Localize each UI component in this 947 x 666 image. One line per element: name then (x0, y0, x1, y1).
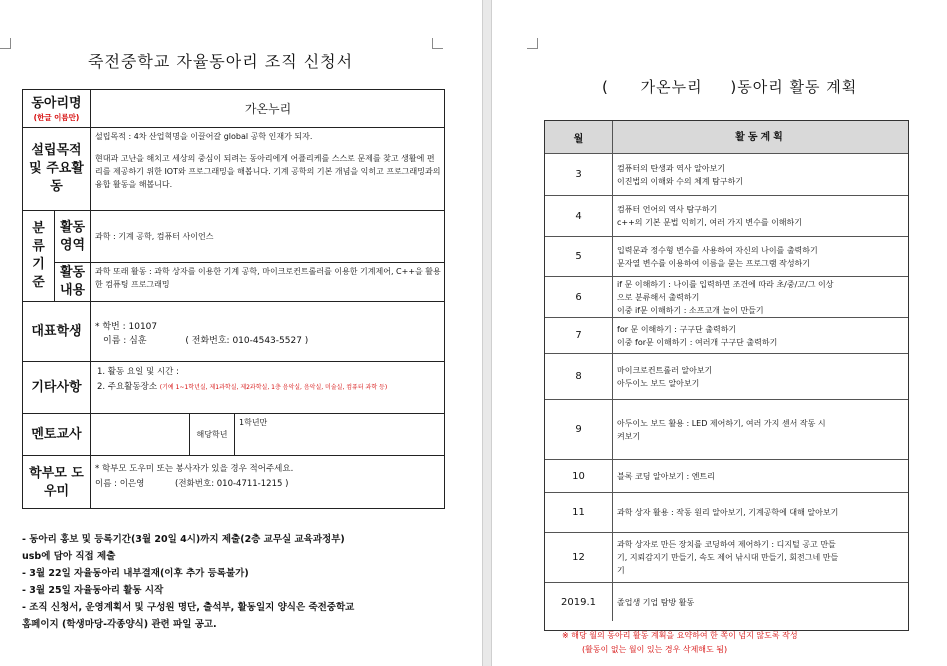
club-name-note: (한글 이름만) (33, 112, 80, 122)
plan-footnote-sub: (활동이 없는 월이 있는 경우 삭제해도 됨) (582, 645, 728, 654)
content-label: 활동 내용 (55, 263, 91, 302)
plan-row-activity-line: 과학 상자 활용 : 작동 원리 알아보기, 기계공학에 대해 알아보기 (617, 508, 839, 517)
parent-content (91, 456, 445, 509)
field-label: 활동 영역 (55, 211, 91, 263)
page-gutter (482, 0, 492, 666)
plan-row-activity-line: 이중 if문 이해하기 : 소프고개 놀이 만들기 (617, 305, 764, 315)
plan-row-activity (613, 533, 908, 582)
plan-row-activity (613, 196, 908, 236)
purpose-content (91, 128, 445, 211)
plan-row-activity (613, 237, 908, 276)
month-header: 월 (545, 121, 613, 153)
etc-place-detail: (기예 1~1학년실, 제1과학실, 제2과학실, 1층 음악실, 음악실, 미술실, 컴퓨터 과학 등) (159, 384, 388, 391)
note-line: - 동아리 홍보 및 등록기간(3월 20일 4시)까지 제출(2층 교무실 교육과정부) (22, 534, 345, 545)
plan-row-activity (613, 277, 908, 317)
plan-row-month: 6 (545, 277, 613, 317)
plan-row-activity-line: 이중 for문 이해하기 : 여러개 구구단 출력하기 (617, 337, 778, 347)
plan-row-activity-line: 졸업생 기업 탐방 활동 (617, 597, 695, 607)
purpose-text-line: 설립목적 : 4차 산업혁명을 이끌어갈 global 공학 인재가 되자. (95, 132, 313, 141)
plan-header-row (545, 121, 908, 154)
plan-row-activity-line: 아두이노 보드 활용 : LED 제어하기, 여러 가지 센서 작동 시 (617, 418, 826, 428)
plan-row-activity-line: 으로 분류해서 출력하기 (617, 292, 700, 302)
note-line: 홈페이지 (학생마당-각종양식) 관련 파일 공고. (22, 619, 217, 630)
plan-row-activity-line: if 문 이해하기 : 나이를 입력하면 조건에 따라 초/중/고/그 이상 (617, 279, 834, 289)
margin-corner-mark (0, 38, 11, 49)
content-value: 과학 또래 활동 : 과학 상자를 이용한 기계 공학, 마이크로컨트롤러를 이용한 기계제어, C++을 활용한 컴퓨팅 프로그래밍 (91, 263, 445, 302)
plan-row-month: 2019.1 (545, 583, 613, 621)
plan-row-activity-line: 기, 지뢰감지기 만들기, 속도 제어 낚시대 만들기, 회전그네 만들 (617, 553, 839, 562)
plan-row-activity-line: 입력문과 정수형 변수를 사용하여 자신의 나이를 출력하기 (617, 245, 818, 255)
plan-row (545, 400, 908, 460)
parent-line (95, 477, 441, 492)
plan-row-activity-line: 과학 상자로 만든 장치를 코딩하여 제어하기 : 디지털 공고 만들 (617, 540, 836, 549)
note-line: - 조직 신청서, 운영계획서 및 구성원 명단, 출석부, 활동일지 양식은 죽전중학교 (22, 602, 355, 613)
plan-row-month: 10 (545, 460, 613, 492)
mentor-label: 멘토교사 (23, 414, 91, 456)
plan-row (545, 354, 908, 400)
plan-row-activity (613, 400, 908, 459)
parent-label: 학부모 도우미 (23, 456, 91, 509)
plan-row-activity (613, 318, 908, 353)
plan-row-activity (613, 154, 908, 195)
plan-title-rest: )동아리 활동 계획 (730, 78, 858, 96)
rep-name-line (95, 334, 441, 348)
rep-label: 대표학생 (23, 302, 91, 362)
document-title: 죽전중학교 자율동아리 조직 신청서 (88, 52, 354, 71)
plan-row (545, 237, 908, 277)
plan-row-activity-line: 켜보기 (617, 431, 641, 441)
rep-content (91, 302, 445, 362)
plan-row-activity-line: 컴퓨터 언어의 역사 탐구하기 (617, 205, 718, 214)
plan-row-activity-line: 블록 코딩 알아보기 : 엔트리 (617, 471, 715, 481)
plan-row-month: 7 (545, 318, 613, 353)
etc-place-line (97, 380, 441, 395)
etc-label: 기타사항 (23, 362, 91, 414)
margin-corner-mark (432, 38, 443, 49)
field-value: 과학 : 기계 공학, 컴퓨터 사이언스 (91, 211, 445, 263)
plan-row-month: 12 (545, 533, 613, 582)
mentor-value (91, 414, 190, 456)
parent-name: 이름 : 이은영 (95, 479, 145, 489)
plan-row-activity-line: 이진법의 이해와 수의 체계 탐구하기 (617, 176, 744, 186)
note-line: - 3월 25일 자율동아리 활동 시작 (22, 585, 164, 596)
activity-header: 활동계획 (735, 131, 786, 143)
plan-row-month: 4 (545, 196, 613, 236)
plan-row-activity (613, 460, 908, 492)
club-name-label: 동아리명 (31, 95, 82, 111)
club-name-value: 가온누리 (91, 90, 445, 128)
plan-footnote: ※ 해당 월의 동아리 활동 계획을 요약하여 한 쪽이 넘지 않도록 작성 (562, 631, 798, 640)
category-label: 분류 기준 (23, 211, 55, 302)
plan-row-activity-line: 아두이노 보드 알아보기 (617, 378, 700, 388)
plan-title-club: 가온누리 (640, 78, 703, 96)
plan-row (545, 277, 908, 318)
plan-title-open: ( (602, 78, 609, 96)
parent-note: * 학부모 도우미 또는 봉사자가 있을 경우 적어주세요. (95, 464, 294, 474)
activity-plan-table (544, 120, 909, 631)
plan-row (545, 460, 908, 493)
plan-row (545, 154, 908, 196)
rep-phone: ( 전화번호: 010-4543-5527 ) (185, 336, 309, 346)
rep-student-id: * 학번 : 10107 (95, 322, 158, 332)
plan-row-activity (613, 583, 908, 621)
plan-row (545, 318, 908, 354)
rep-name: 이름 : 심훈 (103, 336, 147, 346)
mentor-grade-value: 1학년만 (235, 414, 445, 456)
etc-time: 1. 활동 요일 및 시간 : (97, 367, 179, 377)
purpose-label: 설립목적 및 주요활동 (23, 128, 91, 211)
plan-title (602, 76, 857, 97)
note-line: - 3월 22일 자율동아리 내부결재(이후 추가 등록불가) (22, 568, 249, 579)
plan-row (545, 196, 908, 237)
application-form-table (22, 89, 445, 509)
plan-row-month: 9 (545, 400, 613, 459)
plan-row (545, 493, 908, 533)
plan-row-activity-line: 기 (617, 566, 625, 575)
etc-content (91, 362, 445, 414)
plan-row-month: 3 (545, 154, 613, 195)
right-page (492, 0, 947, 666)
note-line: usb에 담아 직접 제출 (22, 551, 116, 562)
plan-row-activity-line: 문자열 변수를 이용하여 이름을 묻는 프로그램 작성하기 (617, 258, 810, 268)
plan-row-activity (613, 354, 908, 399)
plan-row-activity-line: c++의 기본 문법 익히기, 여러 가지 변수를 이해하기 (617, 218, 802, 227)
purpose-text-paragraph: 현대과 고난을 해치고 세상의 중심이 되려는 동아리에게 어플리케를 스스로 문제를 찾고 생활에 편리를 제공하기 위한 IOT와 프로그래밍을 해봅니다. 기계 공학의 기본 개념을 익히고 프로그래밍과의 융합 활동을 해봅니다. (95, 154, 441, 189)
etc-place: 2. 주요활동장소 (97, 382, 158, 392)
plan-row-month: 5 (545, 237, 613, 276)
plan-row-activity-line: 마이크로컨트롤러 알아보기 (617, 365, 713, 375)
margin-corner-mark (527, 38, 538, 49)
plan-row-activity-line: 컴퓨터의 탄생과 역사 알아보기 (617, 163, 726, 173)
parent-phone: (전화번호: 010-4711-1215 ) (175, 479, 289, 489)
plan-row (545, 533, 908, 583)
plan-row-activity (613, 493, 908, 532)
plan-row-activity-line: for 문 이해하기 : 구구단 출력하기 (617, 324, 737, 334)
submission-notes (22, 531, 472, 633)
plan-row-month: 11 (545, 493, 613, 532)
mentor-grade-label: 해당학년 (190, 414, 235, 456)
club-name-label-cell (23, 90, 91, 128)
plan-row-month: 8 (545, 354, 613, 399)
plan-row (545, 583, 908, 621)
